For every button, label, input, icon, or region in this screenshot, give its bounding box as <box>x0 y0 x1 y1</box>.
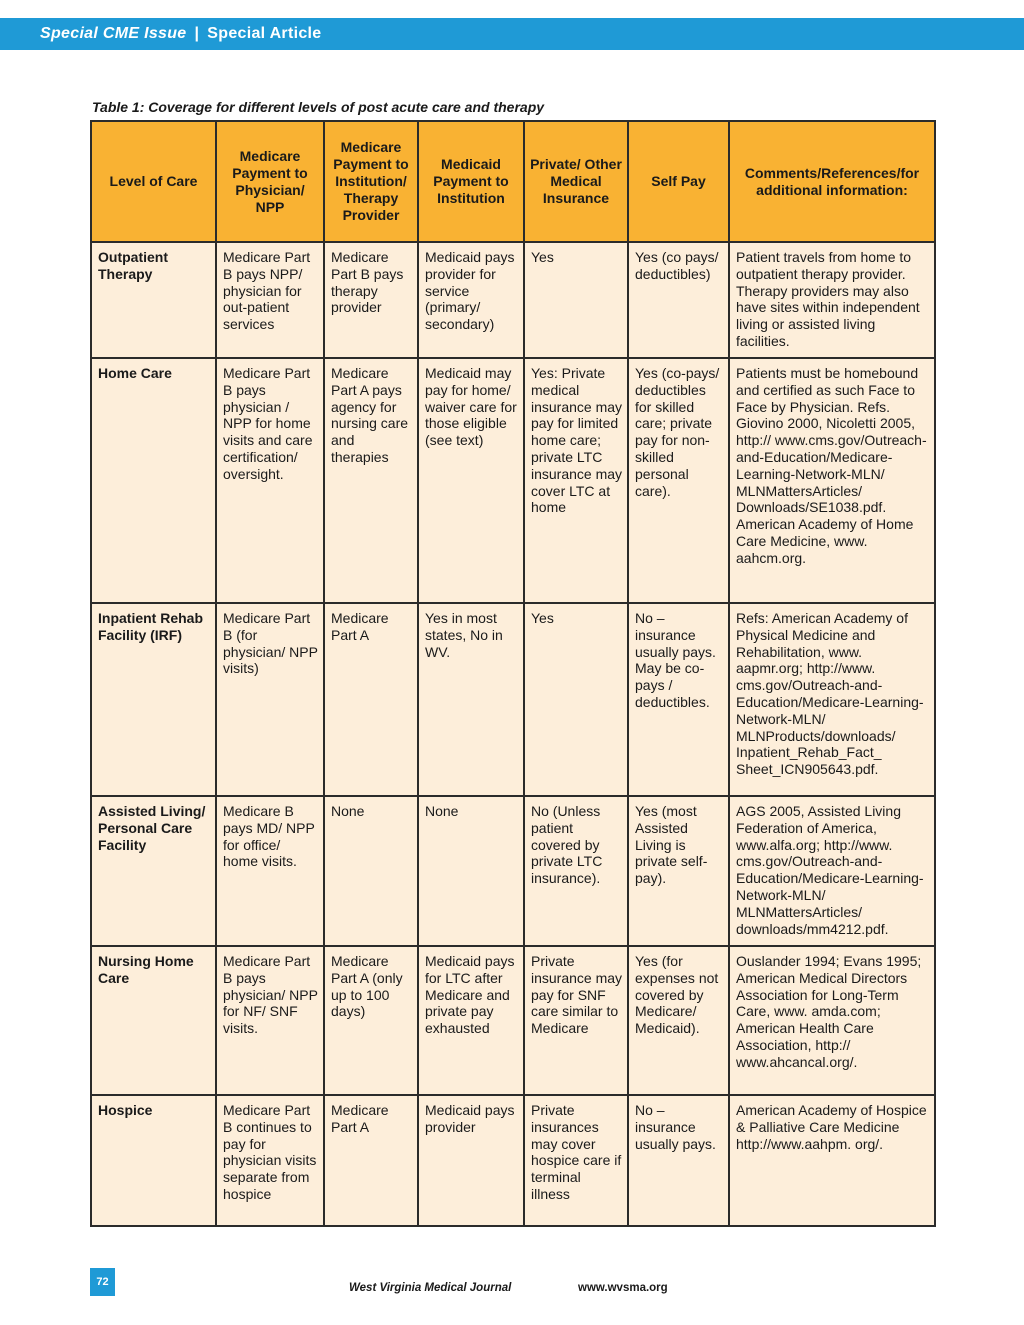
self-pay-cell: No – insurance usually pays. <box>628 1095 729 1226</box>
medicare-institution-cell: Medicare Part A (only up to 100 days) <box>324 946 418 1095</box>
section-label: Special Article <box>207 25 322 42</box>
medicaid-cell: Medicaid pays provider <box>418 1095 524 1226</box>
medicare-institution-cell: Medicare Part A <box>324 1095 418 1226</box>
medicaid-cell: Yes in most states, No in WV. <box>418 603 524 796</box>
column-header-medicare-physician: Medicare Payment to Physician/ NPP <box>216 121 324 242</box>
table-row <box>91 358 935 603</box>
footer-journal-name: West Virginia Medical Journal <box>349 1282 512 1294</box>
column-header-medicare-institution: Medicare Payment to Institution/ Therapy Provider <box>324 121 418 242</box>
table-row <box>91 242 935 358</box>
medicare-physician-cell: Medicare Part B pays NPP/ physician for out-patient services <box>216 242 324 358</box>
medicaid-cell: Medicaid may pay for home/ waiver care for those eligible (see text) <box>418 358 524 603</box>
medicare-institution-cell: Medicare Part B pays therapy provider <box>324 242 418 358</box>
medicaid-cell: None <box>418 796 524 946</box>
table-title: Table 1: Coverage for different levels of post acute care and therapy <box>92 99 545 115</box>
self-pay-cell: Yes (co-pays/ deductibles for skilled care; private pay for non-skilled personal care). <box>628 358 729 603</box>
comments-cell: Ouslander 1994; Evans 1995; American Medical Directors Association for Long-Term Care, www. amda.com; American Health Care Association, http:// www.ahcancal.org/. <box>729 946 935 1095</box>
column-header-comments: Comments/References/for additional information: <box>729 121 935 242</box>
private-insurance-cell: No (Unless patient covered by private LTC insurance). <box>524 796 628 946</box>
self-pay-cell: Yes (co pays/ deductibles) <box>628 242 729 358</box>
column-header-private-insurance: Private/ Other Medical Insurance <box>524 121 628 242</box>
comments-cell: Patients must be homebound and certified as such Face to Face by Physician. Refs. Giovino 2000, Nicoletti 2005, http:// www.cms.gov/Outreach-and-Education/Medicare-Learning-Network-MLN/ MLNMattersArticles/ Downloads/SE1038.pdf. American Academy of Home Care Medicine, www. aahcm.org. <box>729 358 935 603</box>
comments-cell: Patient travels from home to outpatient therapy provider. Therapy providers may also have sites within independent living or assisted living facilities. <box>729 242 935 358</box>
comments-cell: American Academy of Hospice & Palliative Care Medicine http://www.aahpm. org/. <box>729 1095 935 1226</box>
self-pay-cell: No – insurance usually pays. May be co-pays / deductibles. <box>628 603 729 796</box>
banner-separator: | <box>194 25 200 42</box>
medicare-institution-cell: Medicare Part A <box>324 603 418 796</box>
section-banner <box>0 18 1024 50</box>
private-insurance-cell: Yes: Private medical insurance may pay for limited home care; private LTC insurance may cover LTC at home <box>524 358 628 603</box>
level-of-care-cell: Assisted Living/ Personal Care Facility <box>91 796 216 946</box>
table-row <box>91 946 935 1095</box>
self-pay-cell: Yes (for expenses not covered by Medicare/ Medicaid). <box>628 946 729 1095</box>
column-header-medicaid: Medicaid Payment to Institution <box>418 121 524 242</box>
private-insurance-cell: Private insurance may pay for SNF care similar to Medicare <box>524 946 628 1095</box>
private-insurance-cell: Yes <box>524 603 628 796</box>
level-of-care-cell: Outpatient Therapy <box>91 242 216 358</box>
table-header-row <box>91 121 935 242</box>
private-insurance-cell: Private insurances may cover hospice care if terminal illness <box>524 1095 628 1226</box>
table-row <box>91 603 935 796</box>
private-insurance-cell: Yes <box>524 242 628 358</box>
medicare-institution-cell: Medicare Part A pays agency for nursing care and therapies <box>324 358 418 603</box>
medicare-institution-cell: None <box>324 796 418 946</box>
medicare-physician-cell: Medicare B pays MD/ NPP for office/ home visits. <box>216 796 324 946</box>
column-header-self-pay: Self Pay <box>628 121 729 242</box>
coverage-table <box>90 120 936 1227</box>
footer-website: www.wvsma.org <box>578 1282 668 1294</box>
medicaid-cell: Medicaid pays provider for service (primary/ secondary) <box>418 242 524 358</box>
level-of-care-cell: Nursing Home Care <box>91 946 216 1095</box>
medicare-physician-cell: Medicare Part B (for physician/ NPP visits) <box>216 603 324 796</box>
medicare-physician-cell: Medicare Part B pays physician / NPP for home visits and care certification/ oversight. <box>216 358 324 603</box>
level-of-care-cell: Hospice <box>91 1095 216 1226</box>
self-pay-cell: Yes (most Assisted Living is private self-pay). <box>628 796 729 946</box>
level-of-care-cell: Home Care <box>91 358 216 603</box>
medicare-physician-cell: Medicare Part B pays physician/ NPP for NF/ SNF visits. <box>216 946 324 1095</box>
comments-cell: Refs: American Academy of Physical Medicine and Rehabilitation, www. aapmr.org; http://www. cms.gov/Outreach-and-Education/Medicare-Learning-Network-MLN/ MLNProducts/downloads/ Inpatient_Rehab_Fact_ Sheet_ICN905643.pdf. <box>729 603 935 796</box>
issue-label: Special CME Issue <box>40 25 187 42</box>
table-row <box>91 1095 935 1226</box>
comments-cell: AGS 2005, Assisted Living Federation of America, www.alfa.org; http://www. cms.gov/Outreach-and-Education/Medicare-Learning-Network-MLN/ MLNMattersArticles/ downloads/mm4212.pdf. <box>729 796 935 946</box>
medicare-physician-cell: Medicare Part B continues to pay for physician visits separate from hospice <box>216 1095 324 1226</box>
medicaid-cell: Medicaid pays for LTC after Medicare and private pay exhausted <box>418 946 524 1095</box>
page-number: 72 <box>90 1268 115 1296</box>
column-header-level-of-care: Level of Care <box>91 121 216 242</box>
table-row <box>91 796 935 946</box>
level-of-care-cell: Inpatient Rehab Facility (IRF) <box>91 603 216 796</box>
